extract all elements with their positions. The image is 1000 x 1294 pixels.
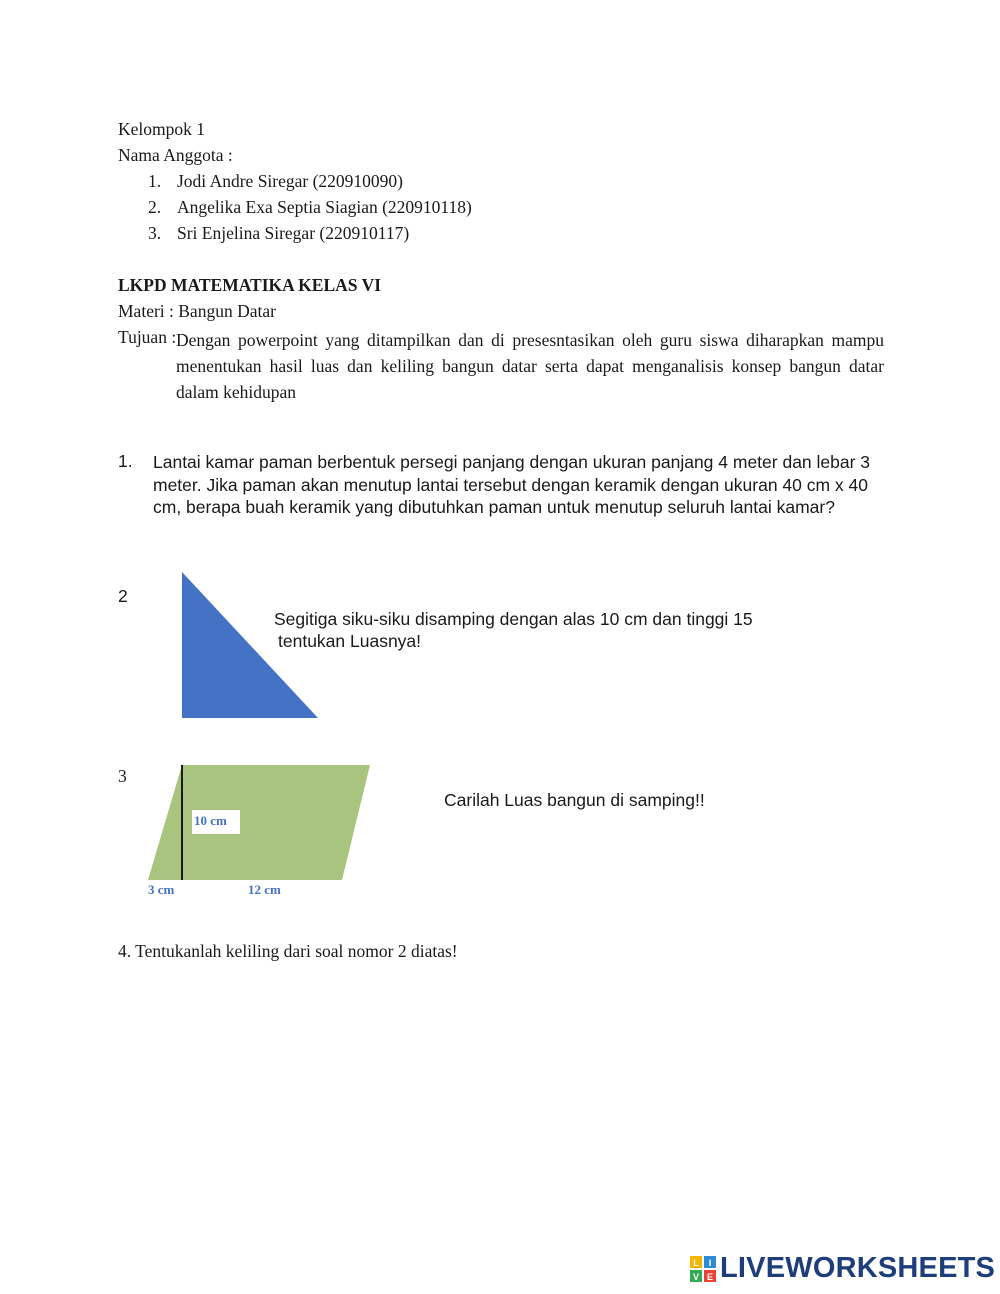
logo-icon-letter: E: [706, 1272, 714, 1282]
member-number: 1.: [148, 171, 162, 191]
base-label: 12 cm: [248, 882, 281, 897]
liveworksheets-logo-text[interactable]: LIVEWORKSHEETS: [720, 1252, 996, 1284]
question-3-number: 3: [118, 766, 127, 786]
logo-icon-letter: L: [693, 1258, 699, 1268]
group-name: Kelompok 1: [118, 119, 206, 139]
question-3-text: Carilah Luas bangun di samping!!: [444, 790, 705, 810]
question-2-number: 2: [118, 586, 128, 606]
member-name: Jodi Andre Siregar (220910090): [177, 171, 404, 191]
question-1-number: 1.: [118, 451, 133, 471]
member-number: 2.: [148, 197, 162, 217]
liveworksheets-logo-icon: [690, 1256, 718, 1284]
logo-icon-letter: V: [692, 1272, 700, 1282]
materi-text: Materi : Bangun Datar: [118, 301, 276, 321]
page-title: LKPD MATEMATIKA KELAS VI: [118, 275, 382, 295]
tujuan-label: Tujuan :: [118, 327, 177, 347]
height-label: 10 cm: [194, 813, 227, 828]
member-name: Angelika Exa Septia Siagian (220910118): [177, 197, 472, 217]
question-2-line-1: Segitiga siku-siku disamping dengan alas 10 cm dan tinggi 15: [274, 609, 753, 629]
member-number: 3.: [148, 223, 162, 243]
question-2-line-2: tentukan Luasnya!: [278, 631, 422, 651]
tujuan-text: Dengan powerpoint yang ditampilkan dan di presesntasikan oleh guru siswa diharapkan mampu menentukan hasil luas dan keliling bangun datar serta dapat menganalisis konsep bangun datar dalam kehidupan: [176, 330, 884, 402]
member-name: Sri Enjelina Siregar (220910117): [177, 223, 410, 243]
question-4-text: 4. Tentukanlah keliling dari soal nomor 2 diatas!: [118, 941, 458, 961]
logo-icon-letter: I: [708, 1258, 712, 1268]
members-label: Nama Anggota :: [118, 145, 233, 165]
question-1-text: Lantai kamar paman berbentuk persegi panjang dengan ukuran panjang 4 meter dan lebar 3 meter. Jika paman akan menutup lantai tersebut dengan keramik dengan ukuran 40 cm x 40 cm, berapa buah keramik yang dibutuhkan paman untuk menutup seluruh lantai kamar?: [153, 452, 871, 517]
offset-label: 3 cm: [148, 882, 175, 897]
